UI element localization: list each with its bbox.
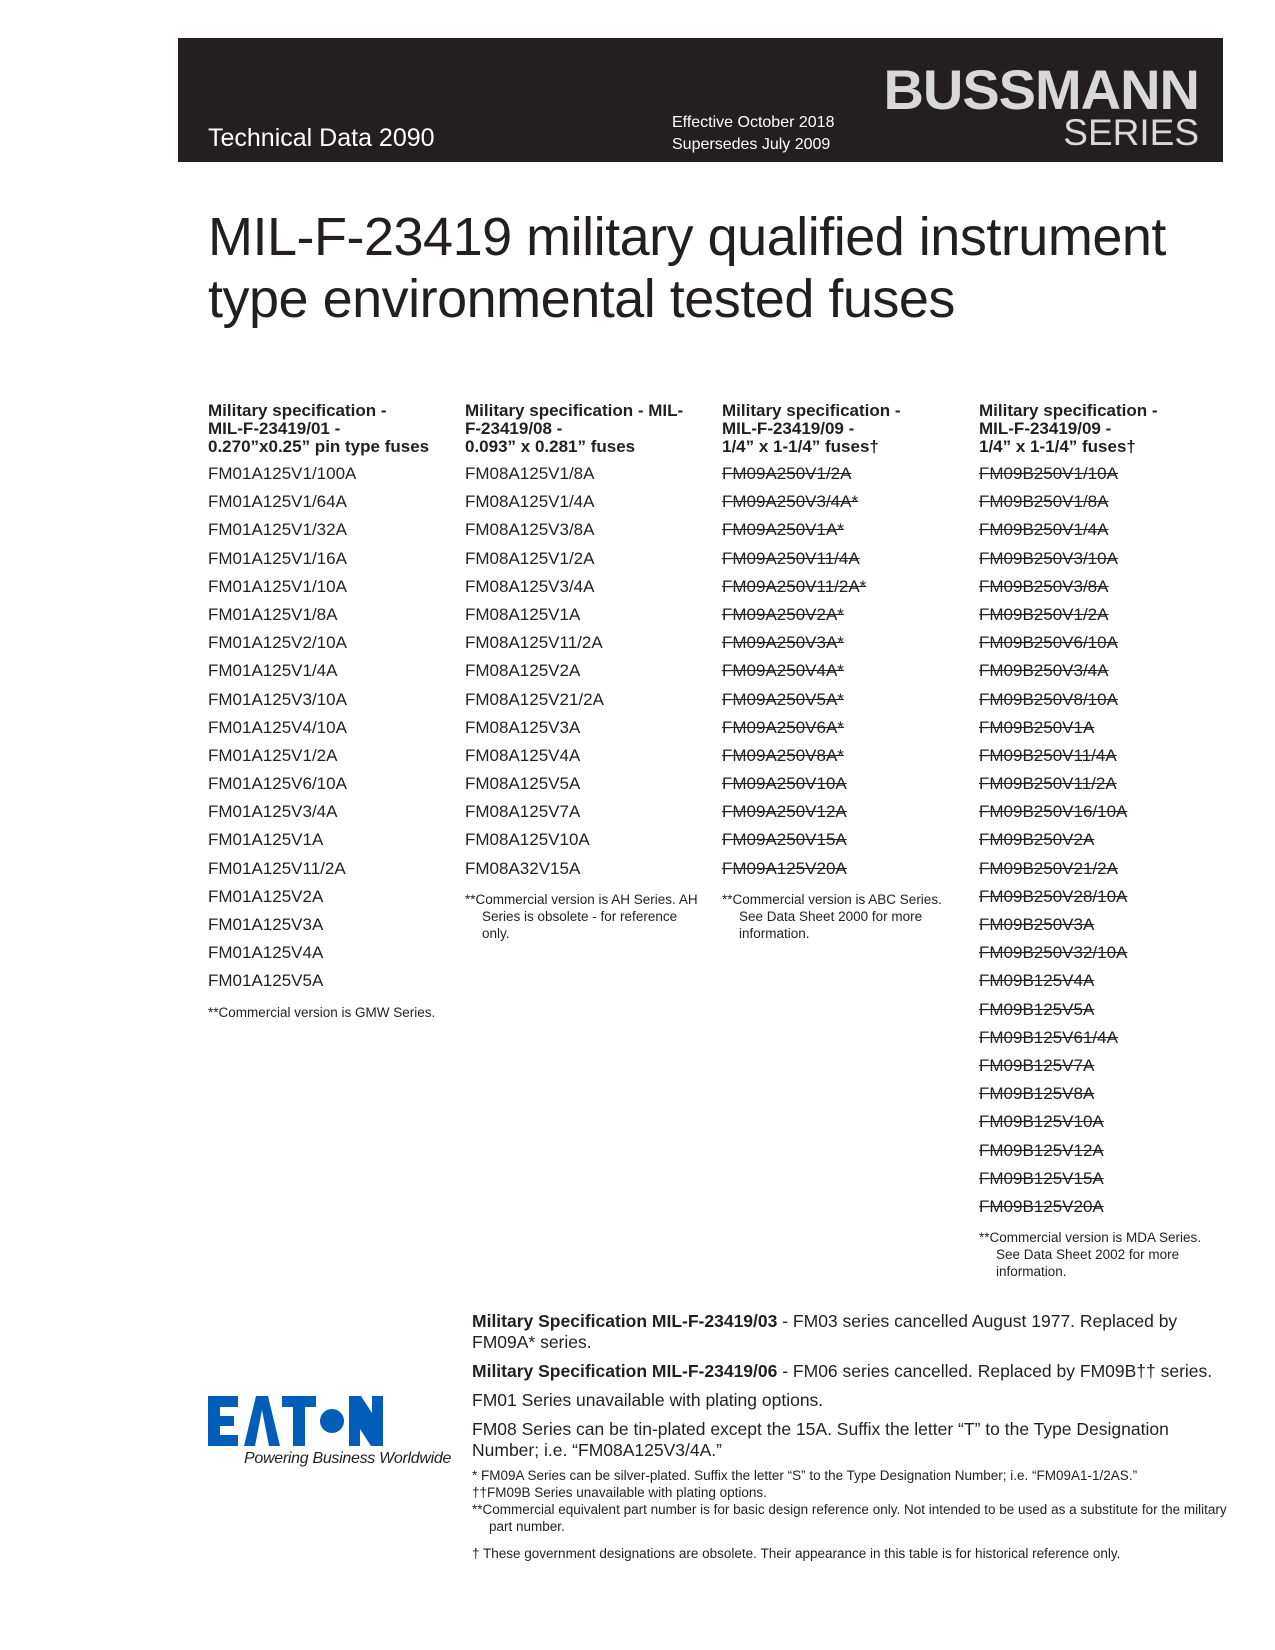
- part-number: FM09B125V20A: [979, 1196, 1104, 1216]
- part-number: FM01A125V1/10A: [208, 576, 347, 596]
- part-number: FM09B250V1/2A: [979, 604, 1109, 624]
- heading-line: Military specification -: [722, 401, 901, 420]
- note-23419-03: [472, 1311, 1232, 1353]
- part-list: [722, 460, 962, 883]
- part-number: FM08A125V1/8A: [465, 464, 595, 483]
- part-number: FM08A125V1/2A: [465, 548, 595, 568]
- date-block: [672, 112, 834, 156]
- part-number: FM01A125V3/10A: [208, 689, 347, 709]
- part-number: FM08A125V3/4A: [465, 576, 595, 596]
- note-fm08-plating: FM08 Series can be tin-plated except the 15A. Suffix the letter “T” to the Type Designation Number; i.e. “FM08A125V3/4A.”: [472, 1419, 1169, 1460]
- part-number: FM09A125V20A: [722, 858, 847, 878]
- part-number: FM09B250V3/4A: [979, 661, 1109, 681]
- heading-line: 1/4” x 1-1/4” fuses†: [979, 437, 1136, 456]
- column-note: **Commercial version is AH Series. AH Series is obsolete - for reference only.: [465, 891, 698, 941]
- column-note: **Commercial version is GMW Series.: [208, 1004, 436, 1020]
- effective-date: Effective October 2018: [672, 114, 835, 131]
- part-number: FM09B125V4A: [979, 971, 1095, 991]
- doc-label: Technical Data 2090: [208, 124, 435, 152]
- part-number: FM09A250V1A*: [722, 520, 844, 540]
- part-number: FM09B125V12A: [979, 1140, 1104, 1160]
- part-number: FM01A125V1/64A: [208, 492, 347, 512]
- part-number: FM09B250V8/10A: [979, 689, 1118, 709]
- logo-tagline: Powering Business Worldwide: [244, 1450, 452, 1467]
- part-number: FM09B125V7A: [979, 1055, 1095, 1075]
- heading-line: F-23419/08 -: [465, 419, 563, 438]
- part-number: FM08A125V11/2A: [465, 633, 603, 653]
- footnote-star: * FM09A Series can be silver-plated. Suffix the letter “S” to the Type Designation Number; i.e. “FM09A1-1/2AS.”: [472, 1468, 1138, 1483]
- heading-line: MIL-F-23419/09 -: [979, 419, 1112, 438]
- specification-notes: [472, 1311, 1232, 1469]
- heading-line: MIL-F-23419/09 -: [722, 419, 855, 438]
- header-bar: [178, 38, 1223, 162]
- part-number: FM09A250V1/2A: [722, 464, 852, 483]
- part-number: FM09B125V10A: [979, 1112, 1104, 1132]
- part-number: FM01A125V1/100A: [208, 464, 357, 483]
- part-number: FM09A250V8A*: [722, 745, 844, 765]
- part-number: FM01A125V1/2A: [208, 745, 338, 765]
- part-number: FM08A125V3/8A: [465, 520, 595, 540]
- part-number: FM01A125V3A: [208, 915, 324, 934]
- column-heading: [979, 402, 1219, 458]
- part-number: FM01A125V4A: [208, 943, 324, 963]
- part-number: FM09B250V11/4A: [979, 745, 1117, 765]
- part-number: FM09B250V21/2A: [979, 858, 1118, 878]
- title-line-1: MIL-F-23419 military qualified instrument: [208, 207, 1166, 267]
- brand-name: BUSSMANN: [883, 58, 1199, 121]
- note-fm01-plating: FM01 Series unavailable with plating options.: [472, 1390, 824, 1410]
- part-number: FM09B250V1/10A: [979, 464, 1118, 483]
- column-heading: [722, 402, 962, 458]
- note-23419-06: [472, 1361, 1232, 1382]
- part-number: FM09A250V12A: [722, 802, 847, 822]
- part-number: FM09A250V11/4A: [722, 548, 860, 568]
- footnote-dagger: † These government designations are obsolete. Their appearance in this table is for historical reference only.: [472, 1546, 1121, 1561]
- part-number: FM09B125V61/4A: [979, 1027, 1118, 1047]
- part-number: FM08A32V15A: [465, 858, 581, 878]
- part-number: FM09B125V5A: [979, 999, 1095, 1019]
- part-number: FM08A125V3A: [465, 717, 581, 737]
- part-number: FM09A250V15A: [722, 830, 847, 850]
- part-number: FM08A125V1/4A: [465, 492, 595, 512]
- part-number: FM09A250V4A*: [722, 661, 844, 681]
- note-bold: Military Specification MIL-F-23419/03: [472, 1311, 778, 1331]
- part-list: [208, 460, 448, 996]
- part-list: [465, 460, 705, 883]
- part-number: FM01A125V3/4A: [208, 802, 338, 822]
- heading-line: 1/4” x 1-1/4” fuses†: [722, 437, 879, 456]
- part-list: [979, 460, 1219, 1221]
- part-number: FM01A125V1A: [208, 830, 324, 850]
- column-note: **Commercial version is ABC Series. See Data Sheet 2000 for more information.: [722, 891, 942, 941]
- column-heading: [465, 402, 705, 458]
- page-title: [208, 206, 1208, 330]
- title-line-2: type environmental tested fuses: [208, 269, 955, 329]
- part-number: FM09B250V1/8A: [979, 492, 1109, 512]
- heading-line: 0.093” x 0.281” fuses: [465, 437, 636, 456]
- part-number: FM01A125V11/2A: [208, 858, 346, 878]
- eaton-wordmark-icon: [208, 1396, 383, 1446]
- heading-line: Military specification - MIL-: [465, 401, 684, 420]
- part-number: FM08A125V5A: [465, 774, 581, 794]
- part-number: FM09B250V3A: [979, 915, 1095, 934]
- footnotes: [472, 1467, 1232, 1562]
- part-number: FM09B250V3/8A: [979, 576, 1109, 596]
- column-fm09a: [722, 402, 962, 942]
- part-number: FM08A125V21/2A: [465, 689, 604, 709]
- heading-line: Military specification -: [208, 401, 387, 420]
- supersedes-date: Supersedes July 2009: [672, 136, 831, 153]
- part-number: FM09A250V5A*: [722, 689, 844, 709]
- part-number: FM08A125V1A: [465, 604, 581, 624]
- part-number: FM01A125V5A: [208, 971, 324, 991]
- part-number: FM09B250V1/4A: [979, 520, 1109, 540]
- column-heading: [208, 402, 448, 458]
- part-number: FM09B125V15A: [979, 1168, 1104, 1188]
- part-number: FM09B250V32/10A: [979, 943, 1128, 963]
- part-number: FM09B250V28/10A: [979, 886, 1128, 906]
- part-number: FM01A125V4/10A: [208, 717, 347, 737]
- part-number: FM09B250V11/2A: [979, 774, 1117, 794]
- column-note: **Commercial version is MDA Series. See Data Sheet 2002 for more information.: [979, 1230, 1202, 1280]
- column-fm09b: [979, 402, 1219, 1280]
- part-number: FM01A125V2/10A: [208, 633, 347, 653]
- part-number: FM09B125V8A: [979, 1084, 1095, 1104]
- note-text: - FM06 series cancelled. Replaced by FM09B†† series.: [777, 1361, 1213, 1381]
- part-number: FM01A125V1/4A: [208, 661, 338, 681]
- part-number: FM01A125V2A: [208, 886, 324, 906]
- part-number: FM09B250V6/10A: [979, 633, 1118, 653]
- heading-line: Military specification -: [979, 401, 1158, 420]
- part-number: FM09A250V2A*: [722, 604, 844, 624]
- part-number: FM09A250V11/2A*: [722, 576, 867, 596]
- column-fm01: [208, 402, 448, 1021]
- part-number: FM09B250V16/10A: [979, 802, 1128, 822]
- note-text: - FM03 series cancelled August 1977. Replaced by FM09A* series.: [472, 1311, 1178, 1352]
- part-number: FM08A125V7A: [465, 802, 581, 822]
- note-bold: Military Specification MIL-F-23419/06: [472, 1361, 778, 1381]
- part-number: FM01A125V1/16A: [208, 548, 347, 568]
- heading-line: MIL-F-23419/01 -: [208, 419, 341, 438]
- part-number: FM08A125V2A: [465, 661, 581, 681]
- bussmann-logo: [883, 58, 1199, 153]
- column-fm08: [465, 402, 705, 942]
- brand-sub: SERIES: [1063, 112, 1199, 153]
- part-number: FM09B250V2A: [979, 830, 1095, 850]
- part-number: FM09B250V1A: [979, 717, 1095, 737]
- eaton-logo: [208, 1396, 453, 1468]
- part-number: FM09B250V3/10A: [979, 548, 1118, 568]
- footnote-double-star: **Commercial equivalent part number is for basic design reference only. Not intended to be used as a substitute for the military part number.: [472, 1502, 1227, 1534]
- footnote-double-dagger: ††FM09B Series unavailable with plating options.: [472, 1485, 767, 1500]
- part-number: FM09A250V6A*: [722, 717, 844, 737]
- heading-line: 0.270”x0.25” pin type fuses: [208, 437, 430, 456]
- part-number: FM01A125V6/10A: [208, 774, 347, 794]
- part-number: FM09A250V3A*: [722, 633, 844, 653]
- part-number: FM01A125V1/32A: [208, 520, 347, 540]
- part-number: FM08A125V4A: [465, 745, 581, 765]
- part-number: FM09A250V3/4A*: [722, 492, 859, 512]
- part-number: FM08A125V10A: [465, 830, 590, 850]
- part-number: FM09A250V10A: [722, 774, 847, 794]
- part-number: FM01A125V1/8A: [208, 604, 338, 624]
